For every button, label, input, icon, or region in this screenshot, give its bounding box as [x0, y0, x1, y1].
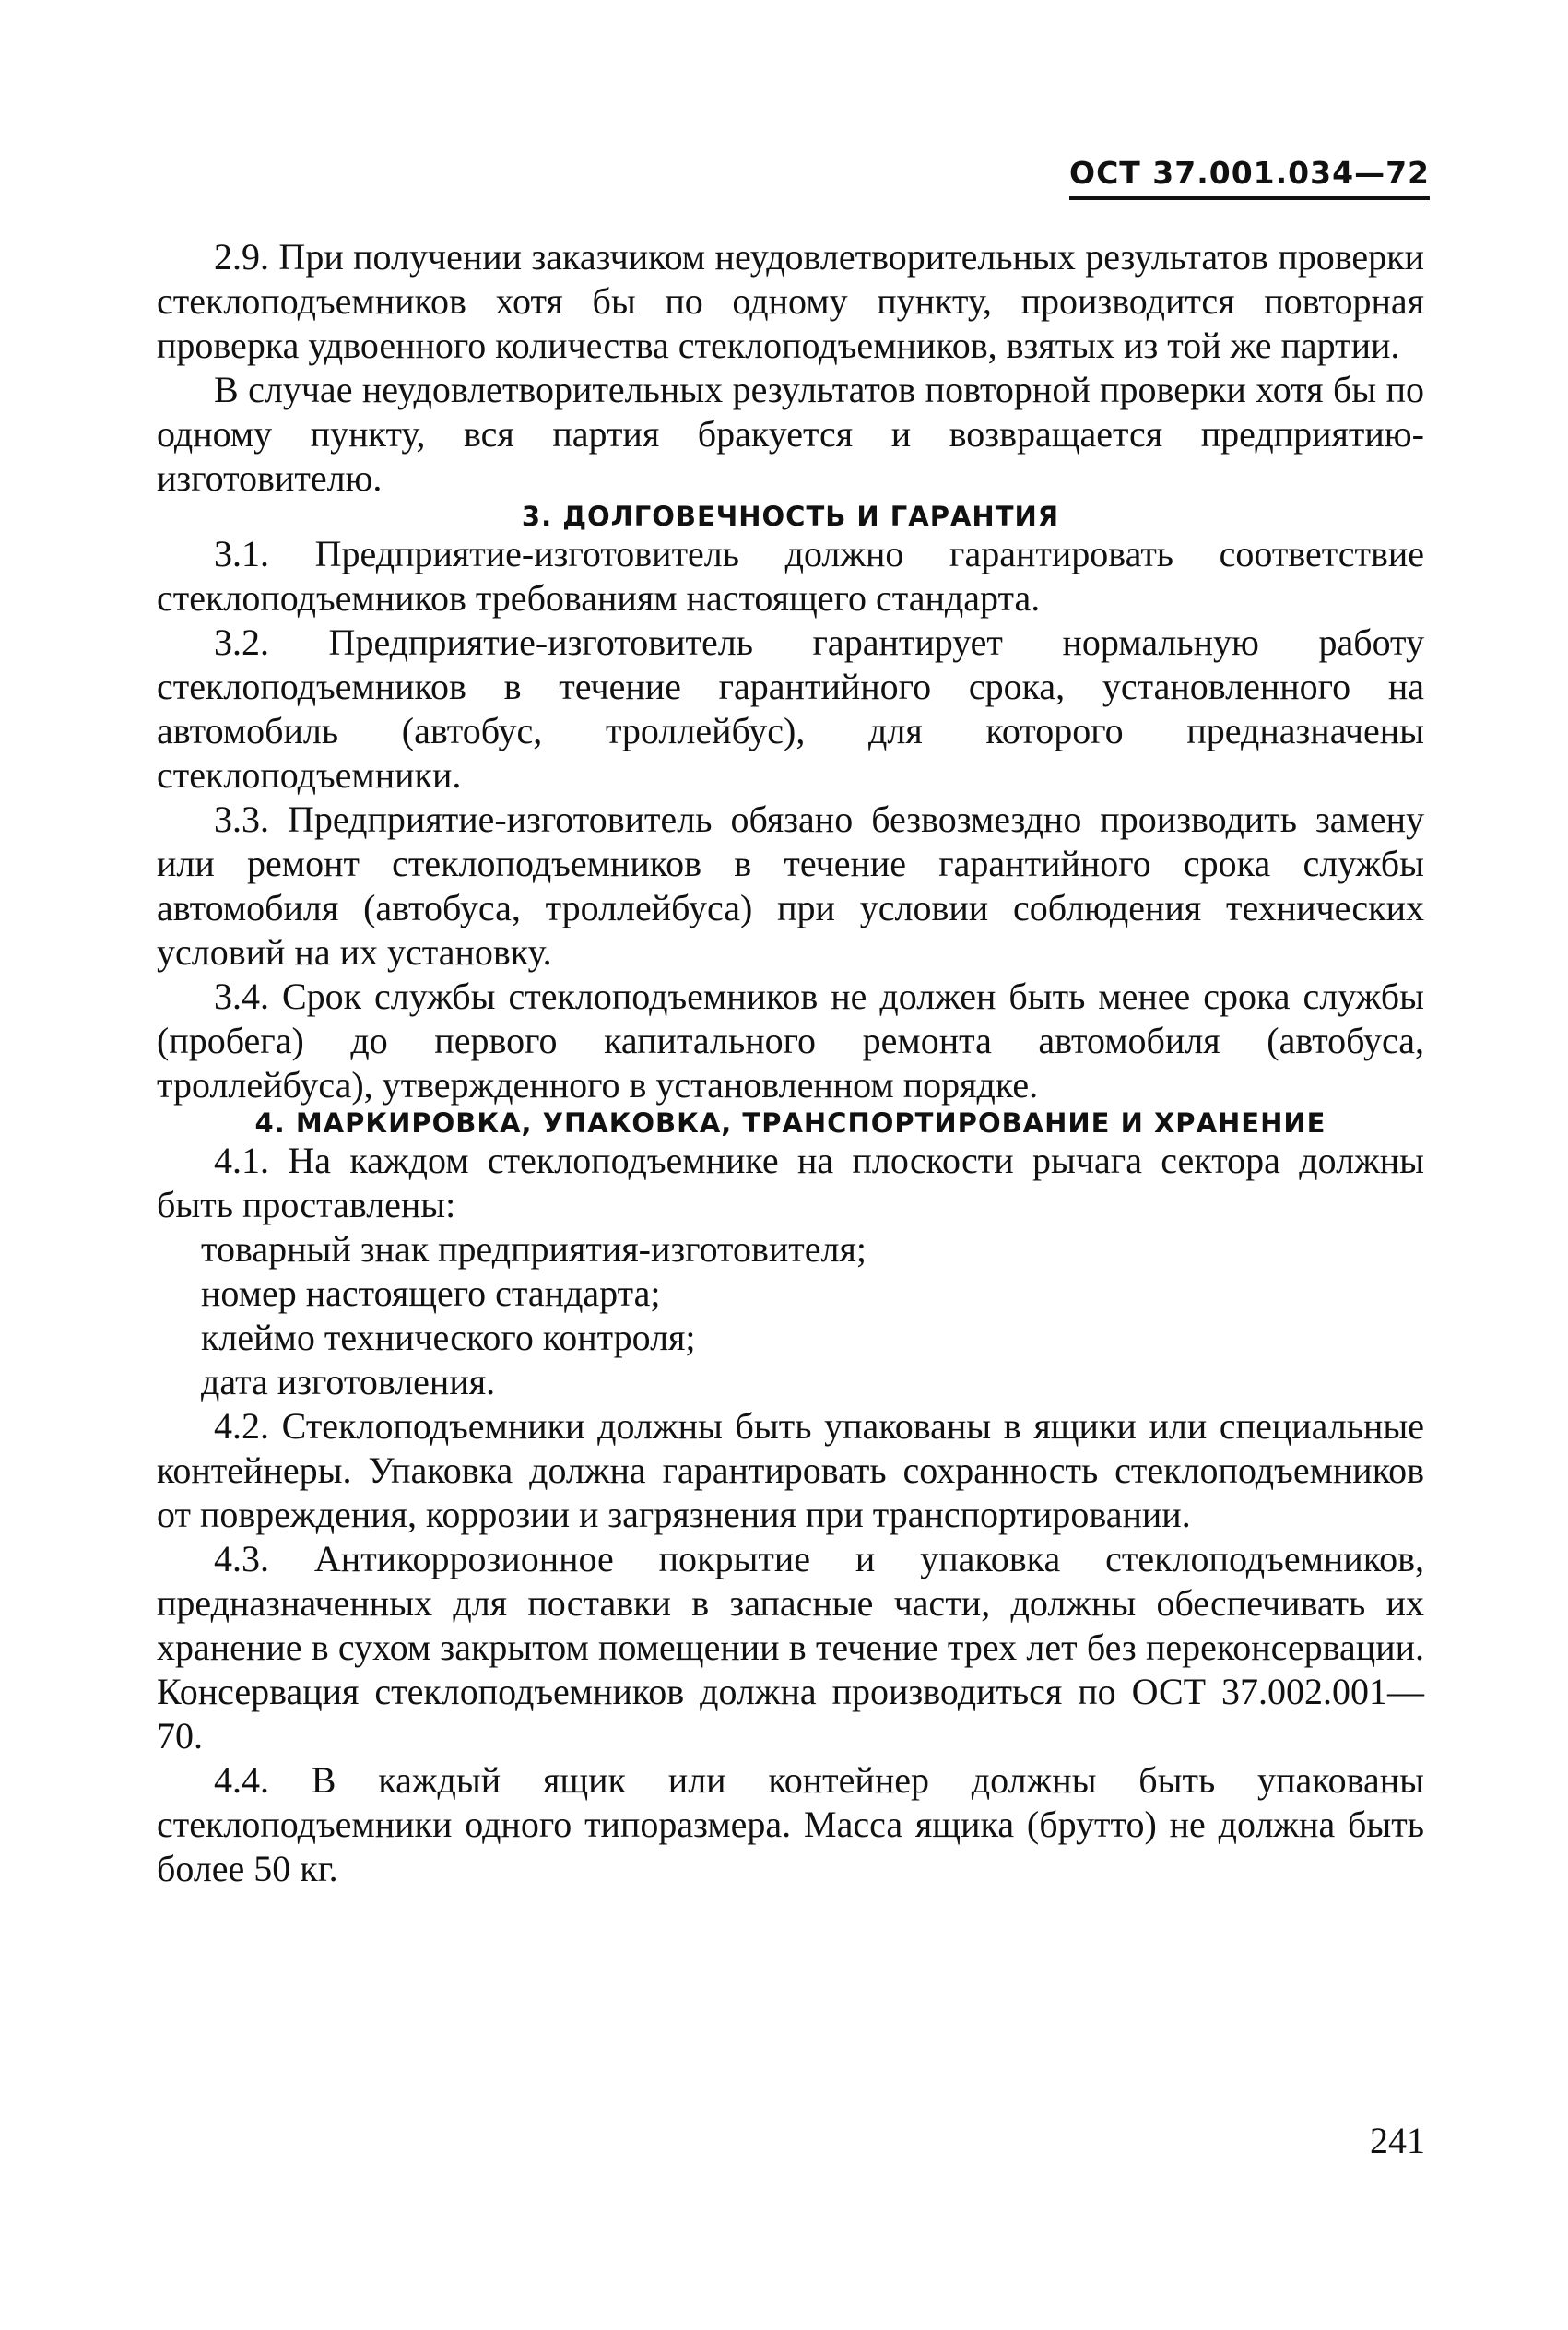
section-3-title: 3. ДОЛГОВЕЧНОСТЬ И ГАРАНТИЯ	[521, 501, 1060, 532]
paragraph-2-9-continuation: В случае неудовлетворительных результатов повторной проверки хотя бы по одному пункту, вся партия бракуется и возвращается предприятию-изготовителю.	[157, 369, 1424, 499]
paragraph-2-9: 2.9. При получении заказчиком неудовлетворительных результатов проверки стеклоподъемников хотя бы по одному пункту, производится повторная проверка удвоенного количества стеклоподъемников, взятых из той же партии.	[157, 236, 1424, 366]
document-body	[157, 235, 1424, 1891]
paragraph-3-3: 3.3. Предприятие-изготовитель обязано безвозмездно производить замену или ремонт стеклоподъемников в течение гарантийного срока службы автомобиля (автобуса, троллейбуса) при условии соблюдения технических условий на их установку.	[157, 798, 1424, 973]
marking-list-item: дата изготовления.	[201, 1361, 496, 1402]
standard-code-header: ОСТ 37.001.034—72	[1069, 155, 1430, 200]
page-number: 241	[1370, 2120, 1425, 2161]
paragraph-4-4: 4.4. В каждый ящик или контейнер должны быть упакованы стеклоподъемники одного типоразмера. Масса ящика (брутто) не должна быть более 50 кг.	[157, 1759, 1424, 1889]
marking-list-item: номер настоящего стандарта;	[201, 1272, 661, 1314]
paragraph-3-2: 3.2. Предприятие-изготовитель гарантирует нормальную работу стеклоподъемников в течение гарантийного срока, установленного на автомобиль (автобус, троллейбус), для которого предназначены стеклоподъемники.	[157, 621, 1424, 796]
paragraph-4-3: 4.3. Антикоррозионное покрытие и упаковка стеклоподъемников, предназначенных для поставки в запасные части, должны обеспечивать их хранение в сухом закрытом помещении в течение трех лет без переконсервации. Консервация стеклоподъемников должна производиться по ОСТ 37.002.001—70.	[157, 1538, 1424, 1756]
paragraph-4-1: 4.1. На каждом стеклоподъемнике на плоскости рычага сектора должны быть проставлены:	[157, 1140, 1424, 1225]
section-4-title: 4. МАРКИРОВКА, УПАКОВКА, ТРАНСПОРТИРОВАНИЕ И ХРАНЕНИЕ	[254, 1107, 1326, 1139]
paragraph-3-1: 3.1. Предприятие-изготовитель должно гарантировать соответствие стеклоподъемников требованиям настоящего стандарта.	[157, 533, 1424, 619]
marking-list-item: товарный знак предприятия-изготовителя;	[201, 1228, 867, 1270]
marking-list-item: клеймо технического контроля;	[201, 1317, 696, 1358]
paragraph-3-4: 3.4. Срок службы стеклоподъемников не должен быть менее срока службы (пробега) до первого капитального ремонта автомобиля (автобуса, троллейбуса), утвержденного в установленном порядке.	[157, 976, 1424, 1106]
paragraph-4-2: 4.2. Стеклоподъемники должны быть упакованы в ящики или специальные контейнеры. Упаковка должна гарантировать сохранность стеклоподъемников от повреждения, коррозии и загрязнения при транспортировании.	[157, 1405, 1424, 1535]
